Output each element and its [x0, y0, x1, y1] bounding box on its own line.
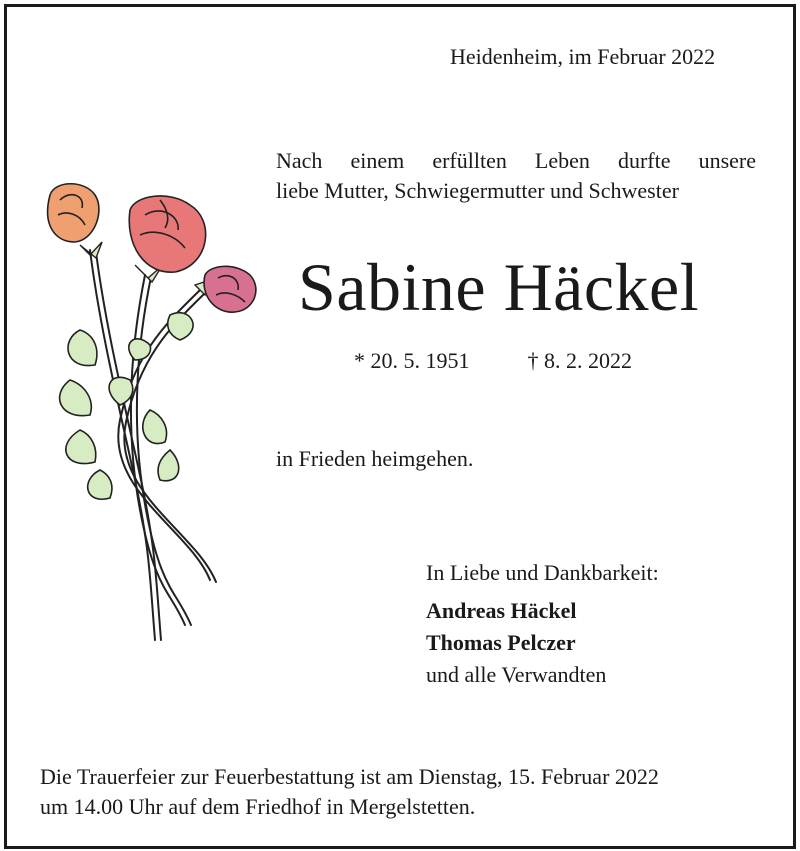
leaf — [60, 380, 92, 416]
orange-rose — [48, 184, 99, 242]
thanks-line: In Liebe und Dankbarkeit: — [426, 560, 659, 585]
deceased-name: Sabine Häckel — [298, 249, 700, 325]
intro-line-1: Nach einem erfüllten Leben durfte unsere — [276, 148, 756, 173]
intro-line-2: liebe Mutter, Schwiegermutter und Schwester — [276, 178, 679, 203]
life-dates — [354, 348, 632, 374]
death-date: † 8. 2. 2022 — [527, 348, 632, 373]
leaf — [68, 330, 97, 366]
closing-phrase: in Frieden heimgehen. — [276, 446, 474, 471]
pink-rose — [204, 266, 256, 312]
roses-illustration-icon — [40, 180, 270, 650]
funeral-line-1: Die Trauerfeier zur Feuerbestattung ist am Dienstag, 15. Februar 2022 — [40, 764, 659, 789]
relatives-line: und alle Verwandten — [426, 662, 607, 687]
mourner-name: Thomas Pelczer — [426, 630, 576, 655]
place-date: Heidenheim, im Februar 2022 — [450, 44, 716, 69]
funeral-line-2: um 14.00 Uhr auf dem Friedhof in Mergelstetten. — [40, 794, 476, 819]
birth-date: * 20. 5. 1951 — [354, 348, 470, 373]
mourner-name: Andreas Häckel — [426, 598, 577, 623]
funeral-info — [40, 762, 780, 822]
